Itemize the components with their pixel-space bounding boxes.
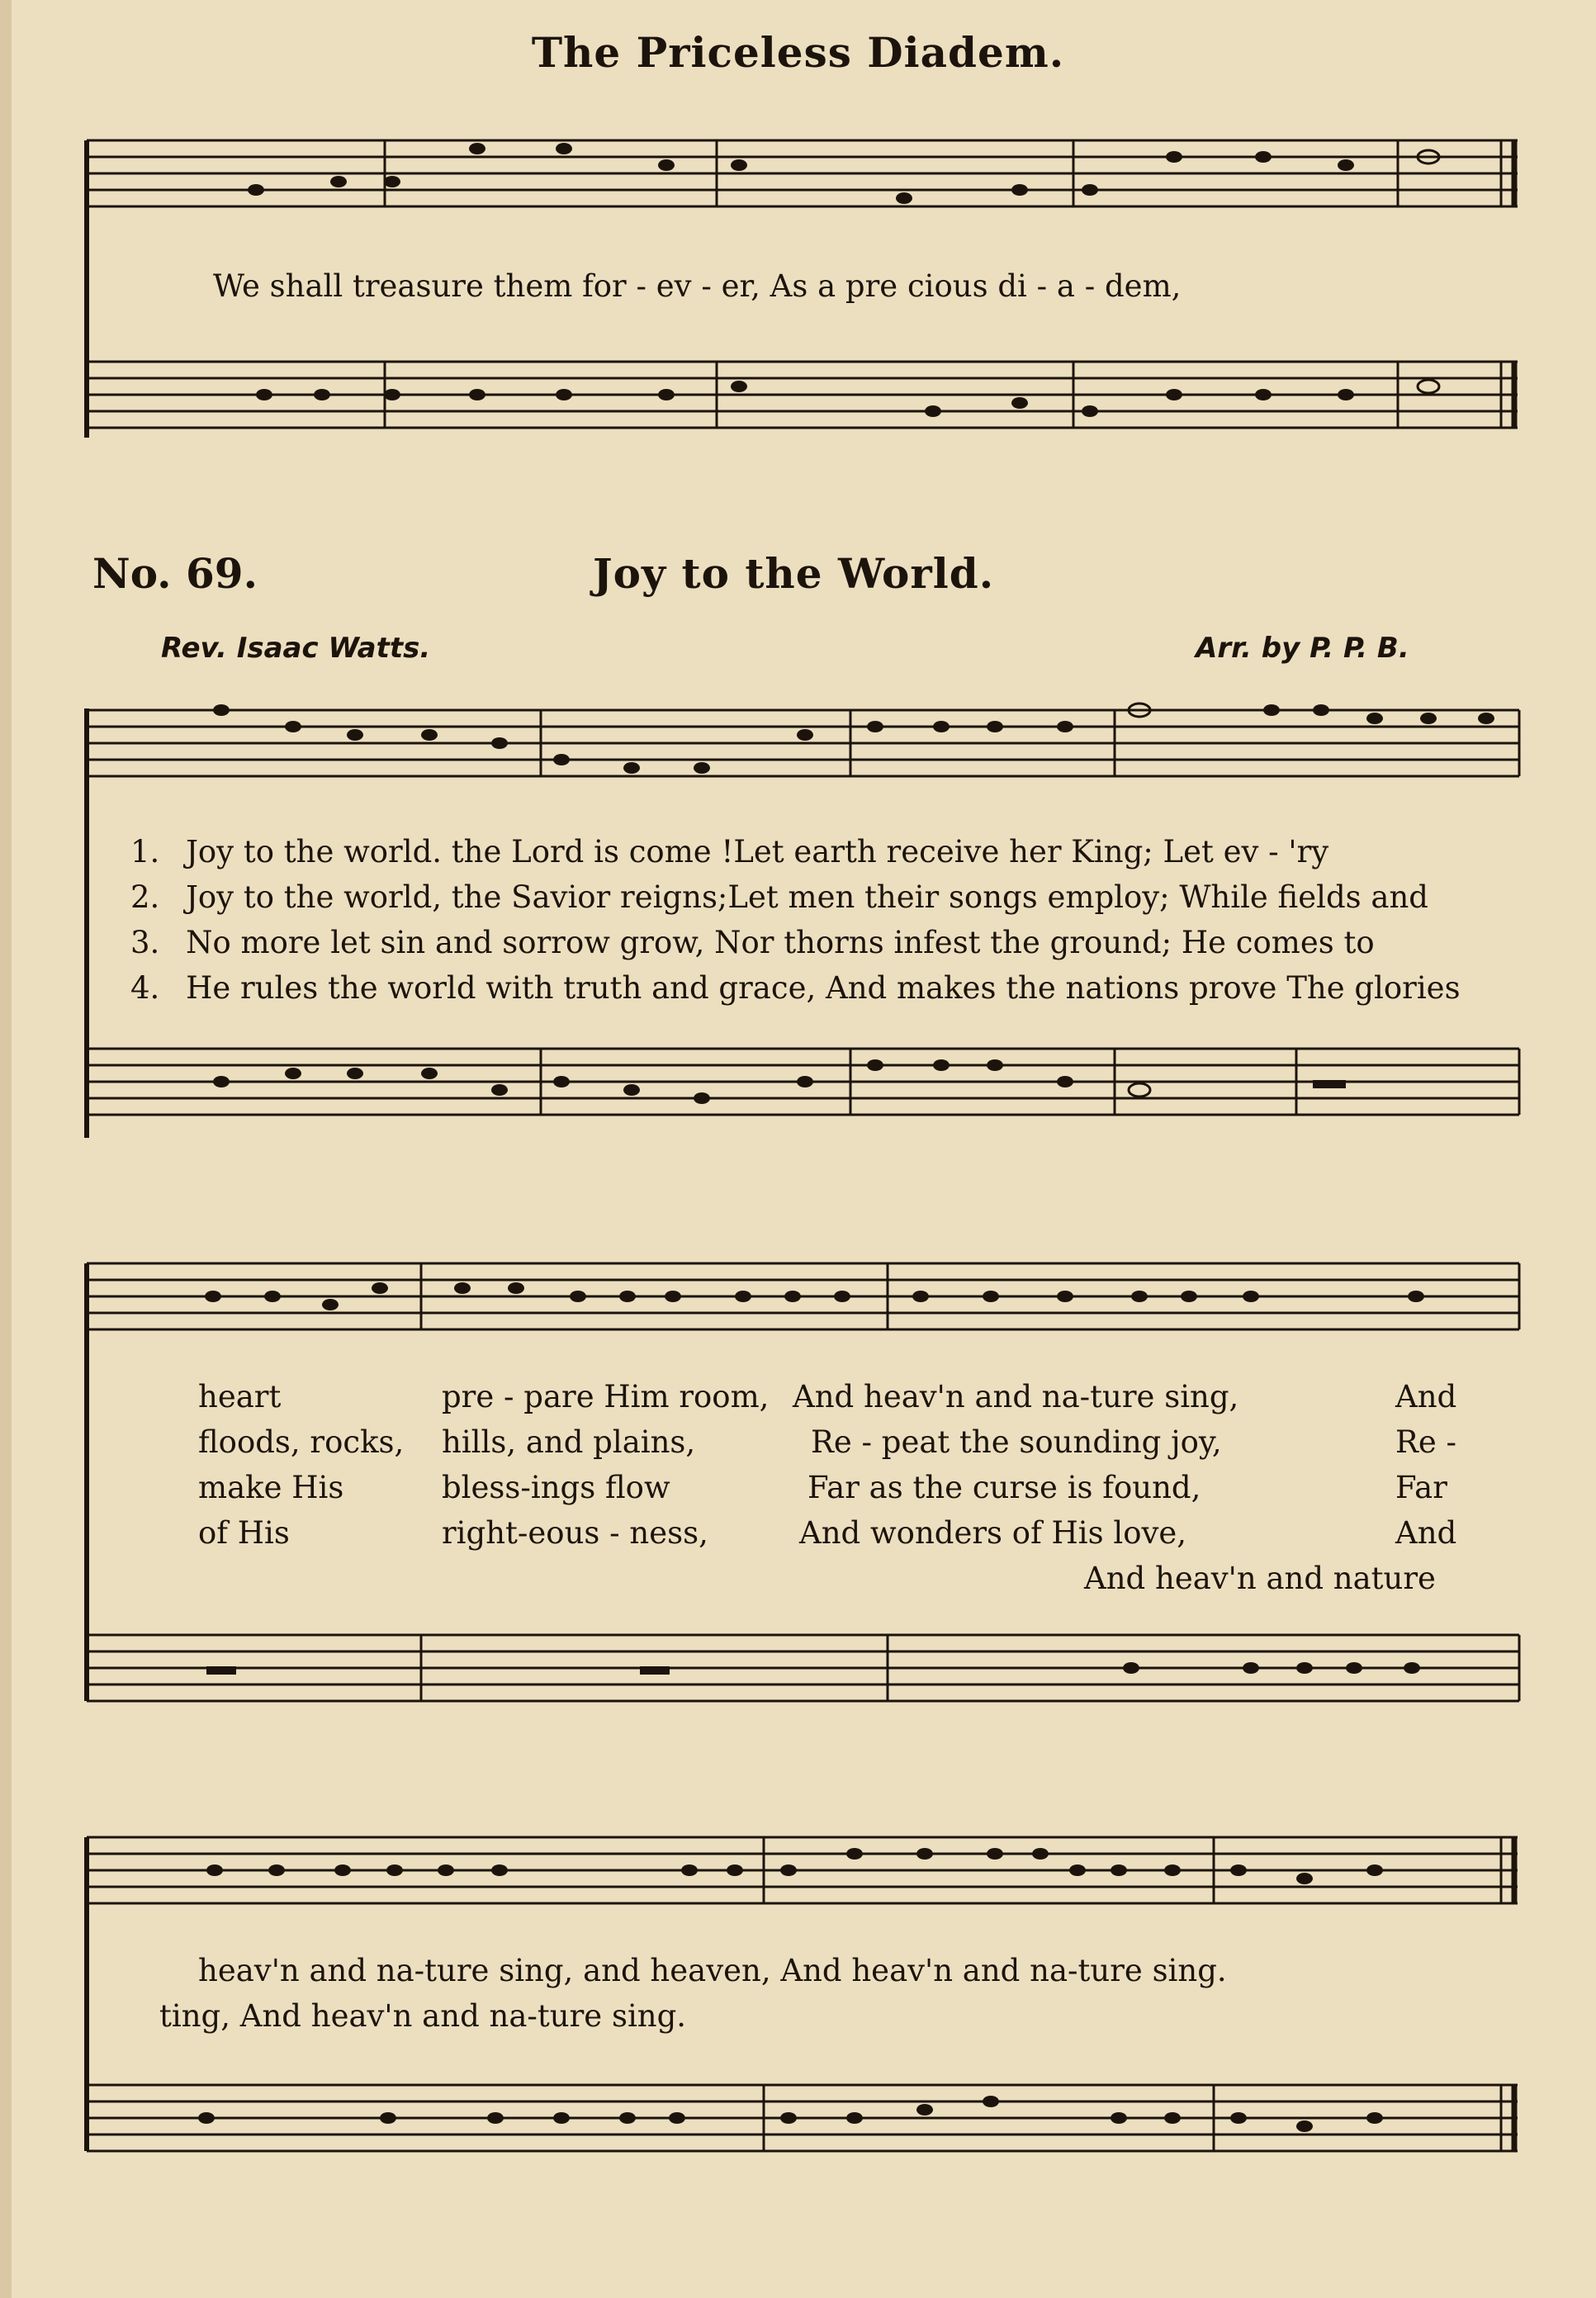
verse-segment: Re - xyxy=(1395,1424,1457,1460)
verse-text: Joy to the world. the Lord is come !Let earth receive her King; Let ev - 'ry xyxy=(186,834,1329,869)
verse-segment: And heav'n and na-ture sing, xyxy=(793,1379,1239,1414)
verse-number: 4. xyxy=(130,970,160,1006)
hymn-author: Rev. Isaac Watts. xyxy=(161,632,431,665)
previous-hymn-title: The Priceless Diadem. xyxy=(531,28,1065,77)
verse-number: 3. xyxy=(130,925,160,960)
verse-segment: bless-ings flow xyxy=(442,1470,670,1505)
system3-brace xyxy=(0,1837,17,2151)
system1-brace xyxy=(0,708,17,1138)
hymn-title: Joy to the World. xyxy=(593,549,995,598)
system1-verse-3 xyxy=(130,925,1375,960)
system2-treble-staff xyxy=(0,1247,1596,1354)
verse-segment: hills, and plains, xyxy=(442,1424,696,1460)
verse-segment: heart xyxy=(198,1379,282,1414)
top-system-brace xyxy=(0,140,17,438)
hymn-arranger: Arr. by P. P. B. xyxy=(1196,632,1409,665)
system2-bass-staff xyxy=(0,1618,1596,1726)
verse-segment: And wonders of His love, xyxy=(799,1515,1187,1551)
verse-segment: Far as the curse is found, xyxy=(807,1470,1201,1505)
system3-line-1: heav'n and na-ture sing, and heaven, And heav'n and na-ture sing. xyxy=(198,1953,1227,1988)
verse-number: 1. xyxy=(130,834,160,869)
system2-brace xyxy=(0,1263,17,1701)
top-treble-staff xyxy=(0,124,1596,231)
verse-segment: And xyxy=(1395,1515,1457,1551)
verse-segment: floods, rocks, xyxy=(198,1424,405,1460)
verse-text: No more let sin and sorrow grow, Nor thorns infest the ground; He comes to xyxy=(186,925,1375,960)
verse-segment: right-eous - ness, xyxy=(442,1515,708,1551)
system2-bass-lyric: And heav'n and nature xyxy=(1084,1561,1436,1596)
system1-bass-staff xyxy=(0,1032,1596,1140)
verse-number: 2. xyxy=(130,879,160,915)
verse-segment: Re - peat the sounding joy, xyxy=(811,1424,1222,1460)
verse-segment: of His xyxy=(198,1515,290,1551)
verse-text: Joy to the world, the Savior reigns;Let men their songs employ; While fields and xyxy=(186,879,1428,915)
system3-line-2: ting, And heav'n and na-ture sing. xyxy=(159,1998,687,2034)
system3-treble-staff xyxy=(0,1821,1596,1928)
system1-verse-1 xyxy=(130,834,1328,869)
system1-verse-2 xyxy=(130,879,1428,915)
system1-verse-4 xyxy=(130,970,1461,1006)
hymn-number: No. 69. xyxy=(92,549,258,598)
system1-treble-staff xyxy=(0,694,1596,801)
top-bass-staff xyxy=(0,345,1596,452)
top-lyric-line: We shall treasure them for - ev - er, As a pre cious di - a - dem, xyxy=(213,268,1182,304)
verse-segment: And xyxy=(1395,1379,1457,1414)
verse-segment: pre - pare Him room, xyxy=(442,1379,770,1414)
verse-text: He rules the world with truth and grace, And makes the nations prove The glories xyxy=(186,970,1461,1006)
system3-bass-staff xyxy=(0,2068,1596,2176)
verse-segment: Far xyxy=(1395,1470,1447,1505)
verse-segment: make His xyxy=(198,1470,344,1505)
